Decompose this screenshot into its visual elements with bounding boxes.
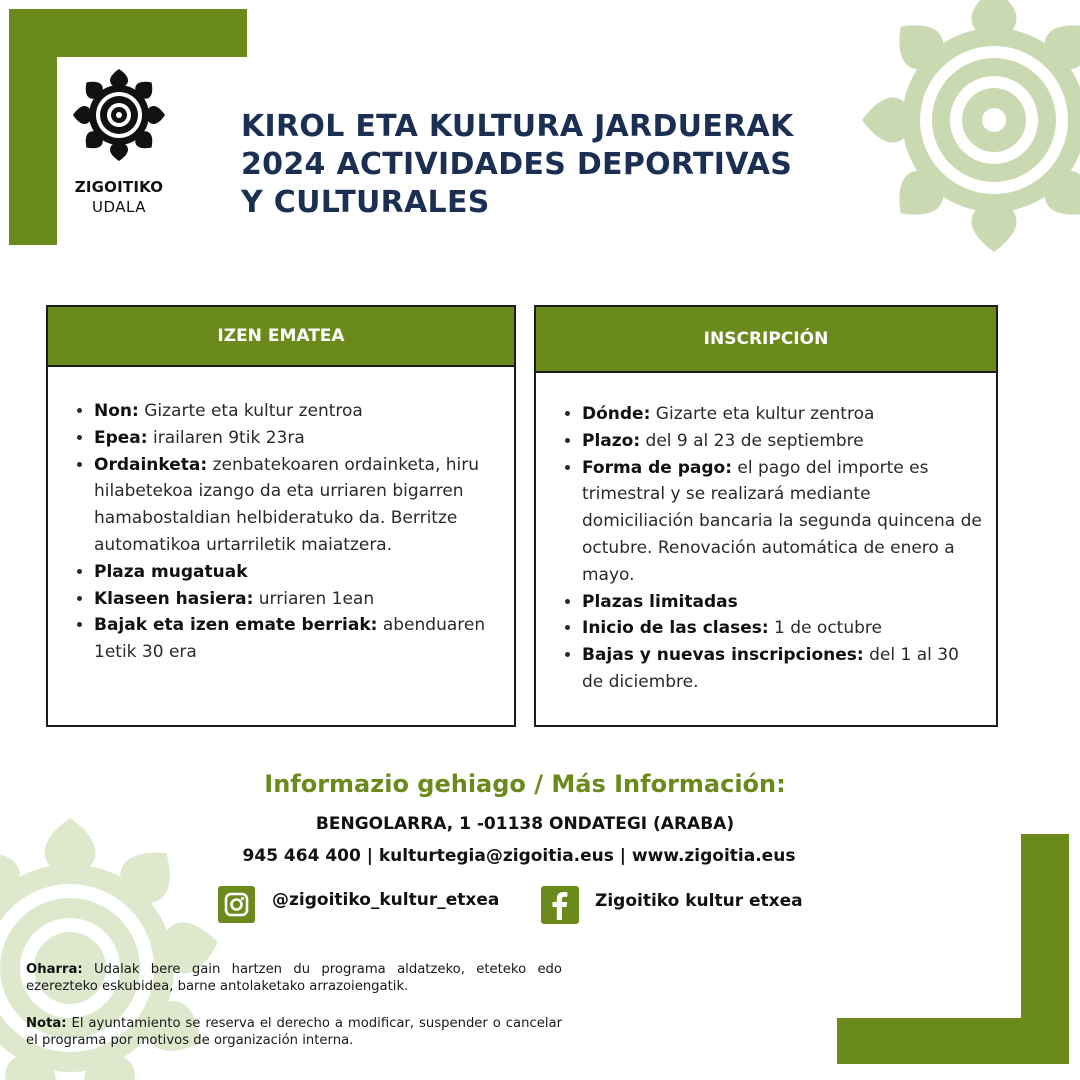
list-item bbox=[582, 589, 982, 616]
item-text: del 1 al 30 de diciembre. bbox=[582, 645, 959, 692]
address-line: BENGOLARRA, 1 -01138 ONDATEGI (ARABA) bbox=[315, 814, 735, 834]
item-label: Inicio de las clases: bbox=[582, 618, 769, 639]
instagram-handle[interactable]: @zigoitiko_kultur_etxea bbox=[272, 890, 500, 910]
list-item bbox=[582, 401, 982, 428]
item-label: Forma de pago: bbox=[582, 457, 732, 478]
registration-box-basque bbox=[46, 305, 516, 727]
item-label: Plazas limitadas bbox=[582, 591, 738, 612]
title-line-2: 2024 ACTIVIDADES DEPORTIVAS bbox=[241, 147, 793, 182]
note-label-spanish: Nota: bbox=[26, 1016, 67, 1031]
item-label: Dónde: bbox=[582, 404, 651, 424]
item-text: Gizarte eta kultur zentroa bbox=[138, 401, 363, 421]
decorative-rosette-top-right bbox=[858, 0, 1080, 260]
item-text: el pago del importe es trimestral y se realizará mediante domiciliación bancaria la segunda quincena de octubre. Renovación automática de enero a mayo. bbox=[582, 457, 982, 585]
item-label: Klaseen hasiera: bbox=[94, 588, 254, 609]
corner-bracket-top-left-vertical bbox=[9, 9, 57, 245]
registration-list-spanish bbox=[536, 401, 996, 696]
list-item bbox=[94, 425, 496, 452]
list-item bbox=[94, 559, 496, 586]
note-text-spanish: El ayuntamiento se reserva el derecho a modificar, suspender o cancelar el programa por motivos de organización interna. bbox=[26, 1016, 562, 1048]
title-line-3: Y CULTURALES bbox=[241, 185, 490, 220]
zigoitiko-logo-icon bbox=[72, 68, 166, 162]
item-label: Bajak eta izen emate berriak: bbox=[94, 615, 378, 636]
facebook-icon[interactable] bbox=[541, 886, 579, 924]
item-label: Epea: bbox=[94, 427, 148, 448]
item-label: Plaza mugatuak bbox=[94, 561, 248, 582]
facebook-page-name[interactable]: Zigoitiko kultur etxea bbox=[595, 891, 803, 911]
list-item bbox=[582, 615, 982, 642]
item-label: Ordainketa: bbox=[94, 454, 208, 475]
instagram-icon[interactable] bbox=[218, 886, 255, 923]
list-item bbox=[582, 455, 982, 589]
registration-list-basque bbox=[48, 398, 514, 666]
item-text: zenbatekoaren ordainketa, hiru hilabetekoa izango da eta urriaren bigarren hamabostaldian helbideratuko da. Berritze automatikoa urtarriletik maiatzera. bbox=[94, 454, 480, 555]
registration-box-spanish bbox=[534, 305, 998, 727]
item-label: Plazo: bbox=[582, 430, 641, 451]
item-label: Non: bbox=[94, 401, 139, 421]
note-text-basque: Udalak bere gain hartzen du programa aldatzeko, eteteko edo ezerezteko eskubidea, barne antolaketako arrazoiengatik. bbox=[26, 962, 562, 994]
list-item bbox=[582, 428, 982, 455]
box-header-spanish: INSCRIPCIÓN bbox=[536, 307, 996, 373]
list-item bbox=[94, 586, 496, 613]
note-basque bbox=[26, 961, 562, 995]
item-text: 1 de octubre bbox=[768, 618, 882, 639]
box-header-basque: IZEN EMATEA bbox=[48, 307, 514, 367]
logo-name: ZIGOITIKO bbox=[74, 178, 164, 196]
list-item bbox=[582, 642, 982, 696]
note-label-basque: Oharra: bbox=[26, 962, 83, 977]
item-text: del 9 al 23 de septiembre bbox=[640, 430, 864, 451]
corner-bracket-bottom-right-vertical bbox=[1021, 834, 1069, 1064]
item-text: irailaren 9tik 23ra bbox=[147, 427, 305, 448]
item-label: Bajas y nuevas inscripciones: bbox=[582, 645, 864, 666]
list-item bbox=[94, 398, 496, 425]
title-line-1: KIROL ETA KULTURA JARDUERAK bbox=[241, 109, 794, 144]
page-title bbox=[241, 108, 841, 222]
logo-subtitle: UDALA bbox=[92, 198, 146, 216]
list-item bbox=[94, 452, 496, 559]
item-text: urriaren 1ean bbox=[253, 588, 375, 609]
contact-line[interactable]: 945 464 400 | kulturtegia@zigoitia.eus | www.zigoitia.eus bbox=[242, 846, 796, 866]
note-spanish bbox=[26, 1015, 562, 1049]
item-text: abenduaren 1etik 30 era bbox=[94, 615, 486, 663]
more-info-title: Informazio gehiago / Más Información: bbox=[264, 770, 786, 798]
list-item bbox=[94, 612, 496, 666]
item-text: Gizarte eta kultur zentroa bbox=[650, 404, 875, 424]
